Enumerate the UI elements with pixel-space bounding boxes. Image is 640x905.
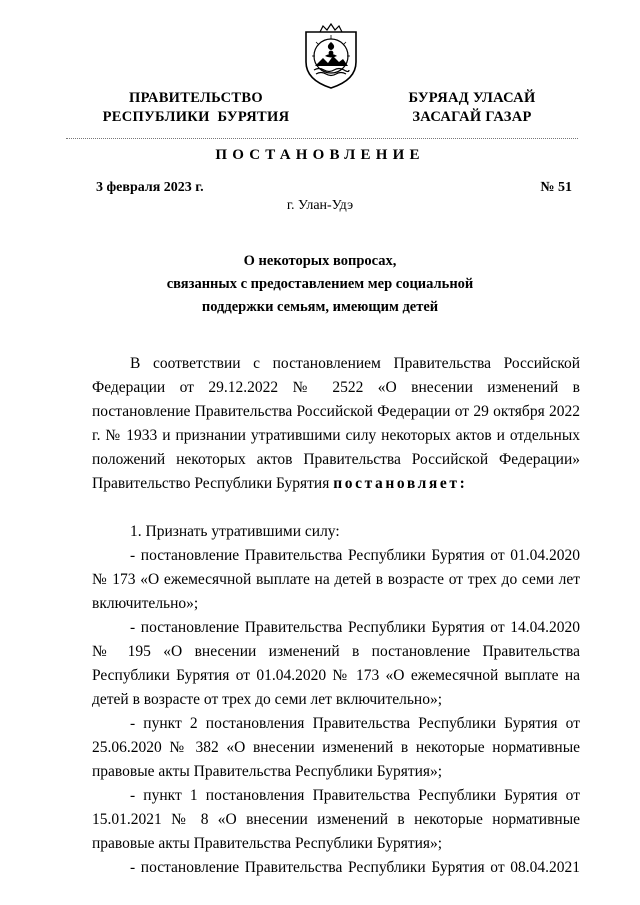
- government-name-russian: [86, 89, 306, 127]
- decree-word: постановляет:: [333, 475, 468, 492]
- government-name-buryat-line-1: БУРЯАД УЛАСАЙ: [408, 90, 536, 106]
- document-subject: [0, 250, 640, 319]
- government-name-line-1: ПРАВИТЕЛЬСТВО: [129, 90, 263, 106]
- preamble-text: В соответствии с постановлением Правительства Российской Федерации от 29.12.2022 № 2522 «О внесении изменений в постановление Правительства Российской Федерации от 29 октября 2022 г. № 1933 и признании утратившими силу некоторых актов и отдельных положений некоторых актов Правительства Российской Федерации» Правительство Республики Бурятия: [92, 355, 580, 492]
- government-name-buryat: [392, 89, 552, 127]
- header-divider: [66, 138, 578, 139]
- subject-line-2: связанных с предоставлением мер социальной: [166, 276, 474, 292]
- buryatia-coat-of-arms-icon: [302, 22, 360, 92]
- government-name-buryat-line-2: ЗАСАГАЙ ГАЗАР: [412, 109, 532, 125]
- subject-line-1: О некоторых вопросах,: [243, 253, 397, 269]
- item-paragraph: - постановление Правительства Республики Бурятия от 14.04.2020 № 195 «О внесении изменений в постановление Правительства Республики Бурятия от 01.04.2020 № 173 «О ежемесячной выплате на детей в возрасте от трех до семи лет включительно»;: [92, 619, 580, 708]
- paragraph-gap: [92, 496, 580, 520]
- document-type: ПОСТАНОВЛЕНИЕ: [215, 147, 425, 163]
- document-city: г. Улан-Удэ: [286, 198, 354, 213]
- document-number: № 51: [540, 180, 572, 195]
- document-date: 3 февраля 2023 г.: [96, 180, 204, 195]
- preamble-paragraph: [92, 352, 580, 496]
- government-name-line-2: РЕСПУБЛИКИ БУРЯТИЯ: [102, 109, 290, 125]
- document-body: [92, 352, 580, 880]
- item-paragraph: - пункт 1 постановления Правительства Республики Бурятия от 15.01.2021 № 8 «О внесении изменений в некоторые нормативные правовые акты Правительства Республики Бурятия»;: [92, 787, 580, 852]
- item-paragraph: - пункт 2 постановления Правительства Республики Бурятия от 25.06.2020 № 382 «О внесении изменений в некоторые нормативные правовые акты Правительства Республики Бурятия»;: [92, 715, 580, 780]
- item-paragraph: - постановление Правительства Республики Бурятия от 08.04.2021: [130, 859, 580, 876]
- subject-line-3: поддержки семьям, имеющим детей: [201, 299, 439, 315]
- item-paragraph: 1. Признать утратившими силу:: [130, 523, 340, 540]
- item-paragraph: - постановление Правительства Республики Бурятия от 01.04.2020 № 173 «О ежемесячной выплате на детей в возрасте от трех до семи лет включительно»;: [92, 547, 580, 612]
